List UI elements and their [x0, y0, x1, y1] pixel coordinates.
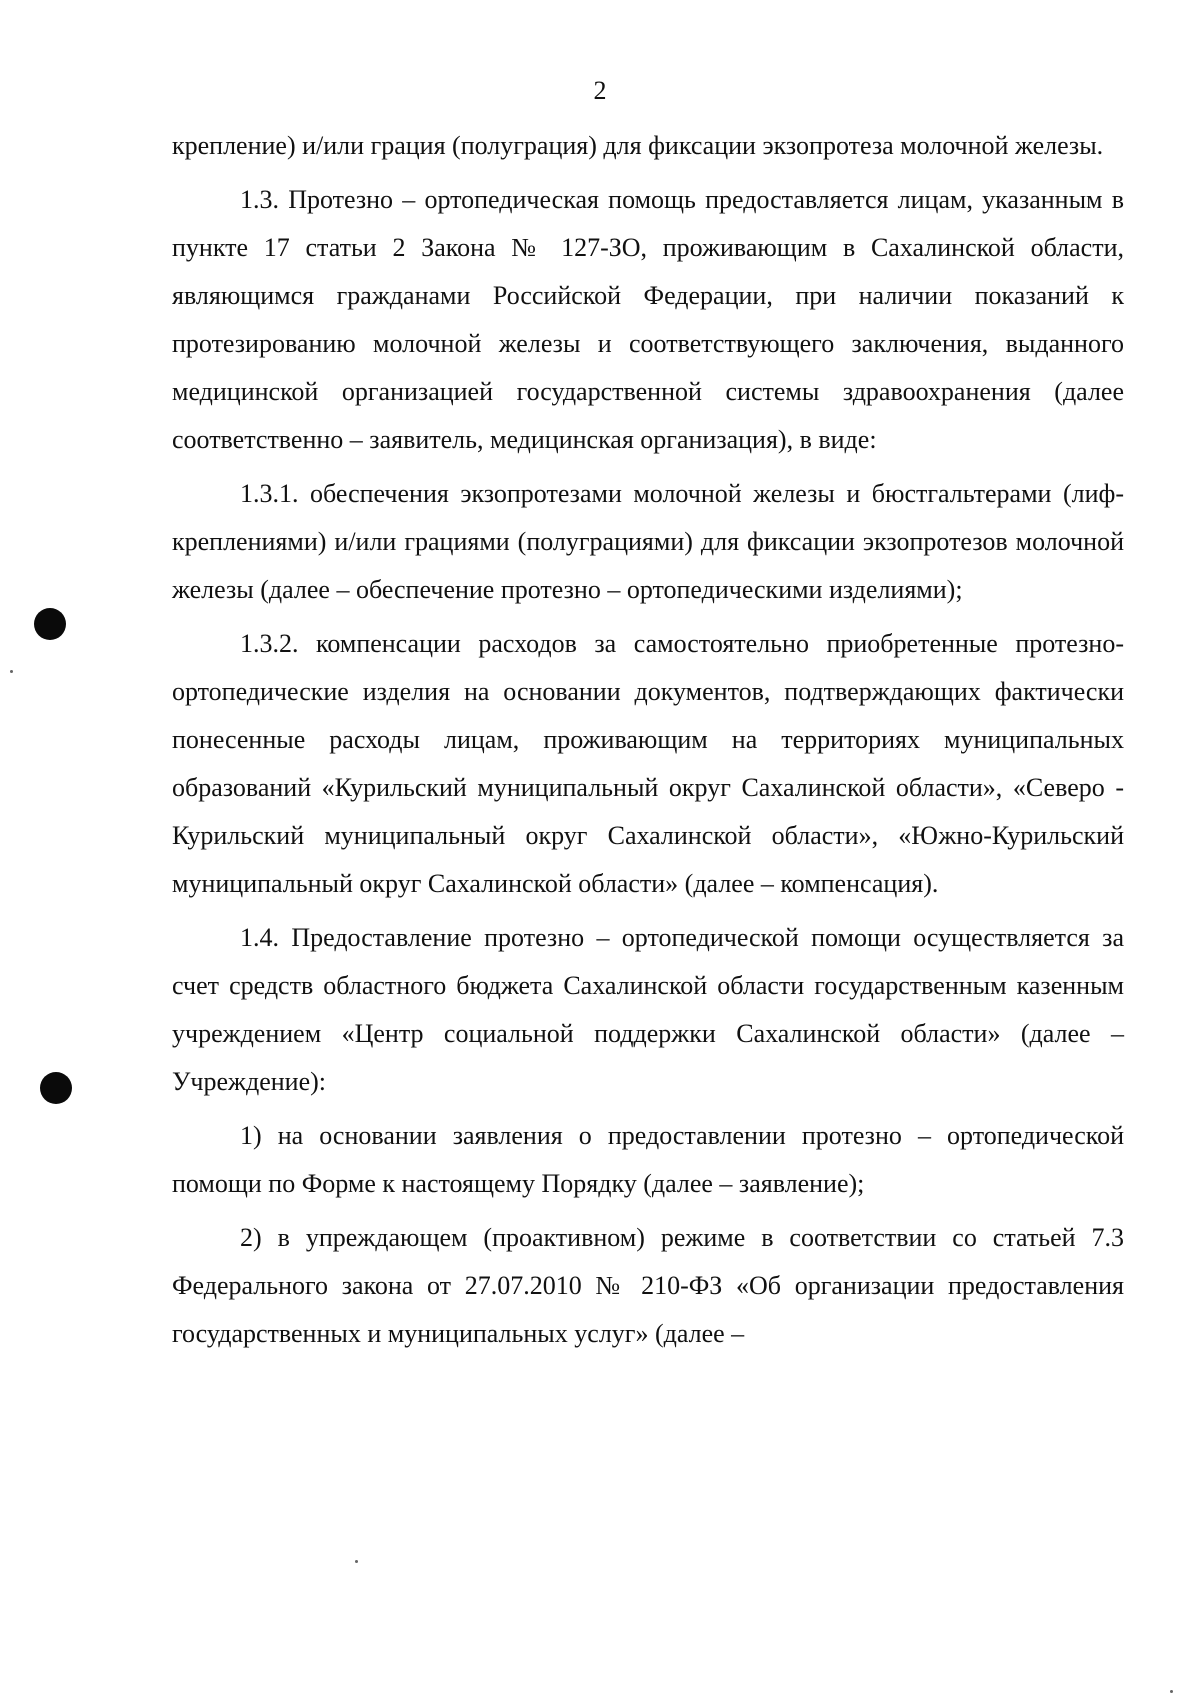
body-text [172, 122, 1124, 1364]
paragraph-continuation: крепление) и/или грация (полуграция) для фиксации экзопротеза молочной железы. [172, 131, 1104, 160]
paragraph-1-4: 1.4. Предоставление протезно – ортопедической помощи осуществляется за счет средств областного бюджета Сахалинской области государственным казенным учреждением «Центр социальной поддержки Сахалинской области» (далее – Учреждение): [172, 923, 1124, 1096]
punch-hole-mark [34, 608, 66, 640]
scan-speck [1170, 1690, 1173, 1693]
scan-speck [10, 670, 13, 673]
page-number: 2 [593, 76, 607, 105]
paragraph-1-3-1: 1.3.1. обеспечения экзопротезами молочной железы и бюстгальтерами (лиф-креплениями) и/или грациями (полуграциями) для фиксации экзопротезов молочной железы (далее – обеспечение протезно – ортопедическими изделиями); [172, 479, 1124, 604]
paragraph-1-3-2: 1.3.2. компенсации расходов за самостоятельно приобретенные протезно-ортопедические изделия на основании документов, подтверждающих фактически понесенные расходы лицам, проживающим на территориях муниципальных образований «Курильский муниципальный округ Сахалинской области», «Северо - Курильский муниципальный округ Сахалинской области», «Южно-Курильский муниципальный округ Сахалинской области» (далее – компенсация). [172, 629, 1124, 898]
list-item-2: 2) в упреждающем (проактивном) режиме в соответствии со статьей 7.3 Федерального закона от 27.07.2010 № 210-ФЗ «Об организации предоставления государственных и муниципальных услуг» (далее – [172, 1223, 1124, 1348]
punch-hole-mark [40, 1072, 72, 1104]
list-item-1: 1) на основании заявления о предоставлении протезно – ортопедической помощи по Форме к настоящему Порядку (далее – заявление); [172, 1121, 1124, 1198]
scan-speck [355, 1560, 358, 1563]
paragraph-1-3: 1.3. Протезно – ортопедическая помощь предоставляется лицам, указанным в пункте 17 статьи 2 Закона № 127-ЗО, проживающим в Сахалинской области, являющимся гражданами Российской Федерации, при наличии показаний к протезированию молочной железы и соответствующего заключения, выданного медицинской организацией государственной системы здравоохранения (далее соответственно – заявитель, медицинская организация), в виде: [172, 185, 1124, 454]
